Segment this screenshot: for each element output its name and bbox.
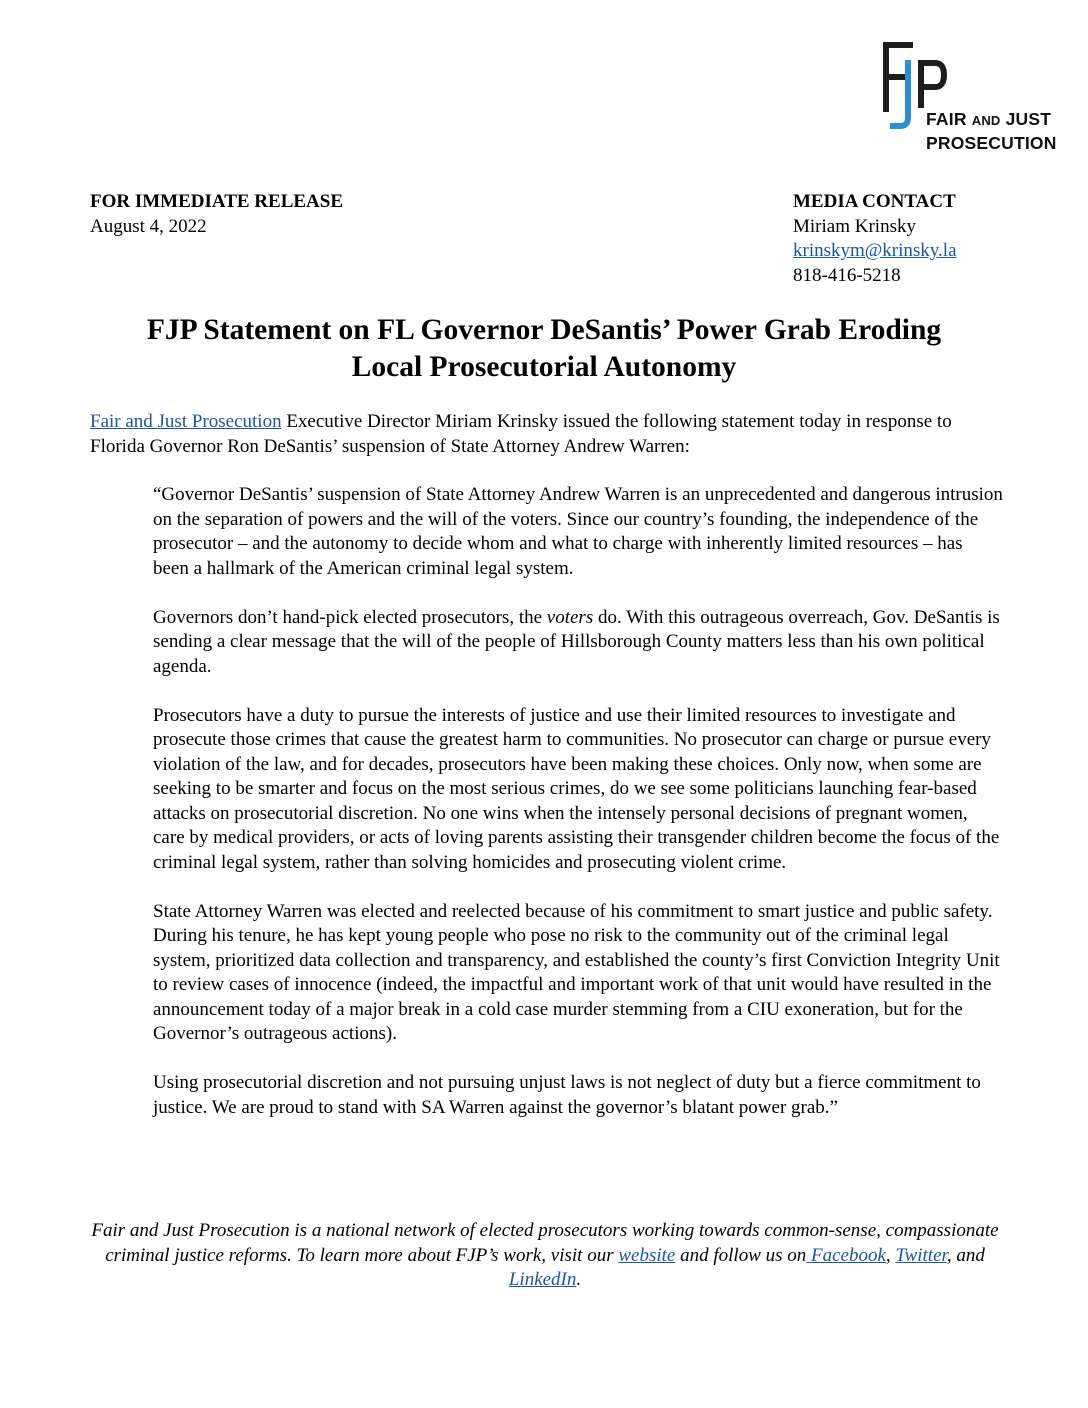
fjp-logo [880,40,1070,152]
media-contact-block [793,190,957,288]
intro-paragraph [90,410,1000,459]
release-label: FOR IMMEDIATE RELEASE [90,191,344,212]
logo-word-fair: FAIR [926,109,967,129]
emphasis-voters: voters [546,606,594,628]
media-contact-name: Miriam Krinsky [793,215,916,237]
media-contact-label: MEDIA CONTACT [793,191,956,212]
headline-line-2: Local Prosecutorial Autonomy [351,351,737,383]
facebook-link[interactable]: Facebook [806,1244,886,1266]
release-date: August 4, 2022 [90,215,207,237]
headline [90,312,998,386]
fjp-homepage-link[interactable]: Fair and Just Prosecution [90,411,282,432]
logo-word-and: AND [971,113,1001,128]
website-link[interactable]: website [618,1244,676,1266]
linkedin-link[interactable]: LinkedIn [508,1269,577,1290]
media-contact-email-link[interactable]: krinskym@krinsky.la [793,240,957,261]
twitter-link[interactable]: Twitter [895,1244,947,1266]
boilerplate: Fair and Just Prosecution is a national network of elected prosecutors working towards common-sense, compassionate criminal justice reforms. To learn more about FJP’s work, visit our website and follow us on Facebook, Twitter, and LinkedIn. [91,1220,999,1290]
media-contact-phone: 818-416-5218 [793,264,901,286]
logo-word-just: JUST [1005,109,1052,129]
logo-wordmark [926,108,1057,154]
logo-word-prosecution: PROSECUTION [926,133,1057,153]
intro-text: Executive Director Miriam Krinsky issued the following statement today in response to Florida Governor Ron DeSantis’ suspension of State Attorney Andrew Warren: [90,411,952,457]
quote-paragraph-4: State Attorney Warren was elected and reelected because of his commitment to smart justice and public safety. During his tenure, he has kept young people who pose no risk to the community out of the criminal legal system, prioritized data collection and transparency, and established the county’s first Conviction Integrity Unit to review cases of innocence (indeed, the impactful and important work of that unit would have resulted in the announcement today of a major break in a cold case murder stemming from a CIU exoneration, but for the Governor’s outrageous actions). [153,900,1000,1044]
quote-paragraph-2: Governors don’t hand-pick elected prosecutors, the voters do. With this outrageous overreach, Gov. DeSantis is sending a clear message that the will of the people of Hillsborough County matters less than his own political agenda. [153,606,1000,677]
release-block [90,190,343,239]
quote-paragraph-3: Prosecutors have a duty to pursue the interests of justice and use their limited resources to investigate and prosecute those crimes that cause the greatest harm to communities. No prosecutor can charge or pursue every violation of the law, and for decades, prosecutors have been making these choices. Only now, when some are seeking to be smarter and focus on the most serious crimes, do we see some politicians launching fear-based attacks on prosecutorial discretion. No one wins when the intensely personal decisions of pregnant women, care by medical providers, or acts of loving parents assisting their transgender children become the focus of the criminal legal system, rather than solving homicides and prosecuting violent crime. [153,704,1000,873]
statement-quote [153,483,1003,1145]
headline-line-1: FJP Statement on FL Governor DeSantis’ Power Grab Eroding [146,314,942,346]
quote-paragraph-1: “Governor DeSantis’ suspension of State Attorney Andrew Warren is an unprecedented and dangerous intrusion on the separation of powers and the will of the voters. Since our country’s founding, the independence of the prosecutor – and the autonomy to decide whom and what to charge with inherently limited resources – has been a hallmark of the American criminal legal system. [153,484,1003,579]
quote-paragraph-5: Using prosecutorial discretion and not pursuing unjust laws is not neglect of duty but a fierce commitment to justice. We are proud to stand with SA Warren against the governor’s blatant power grab.” [153,1072,981,1118]
